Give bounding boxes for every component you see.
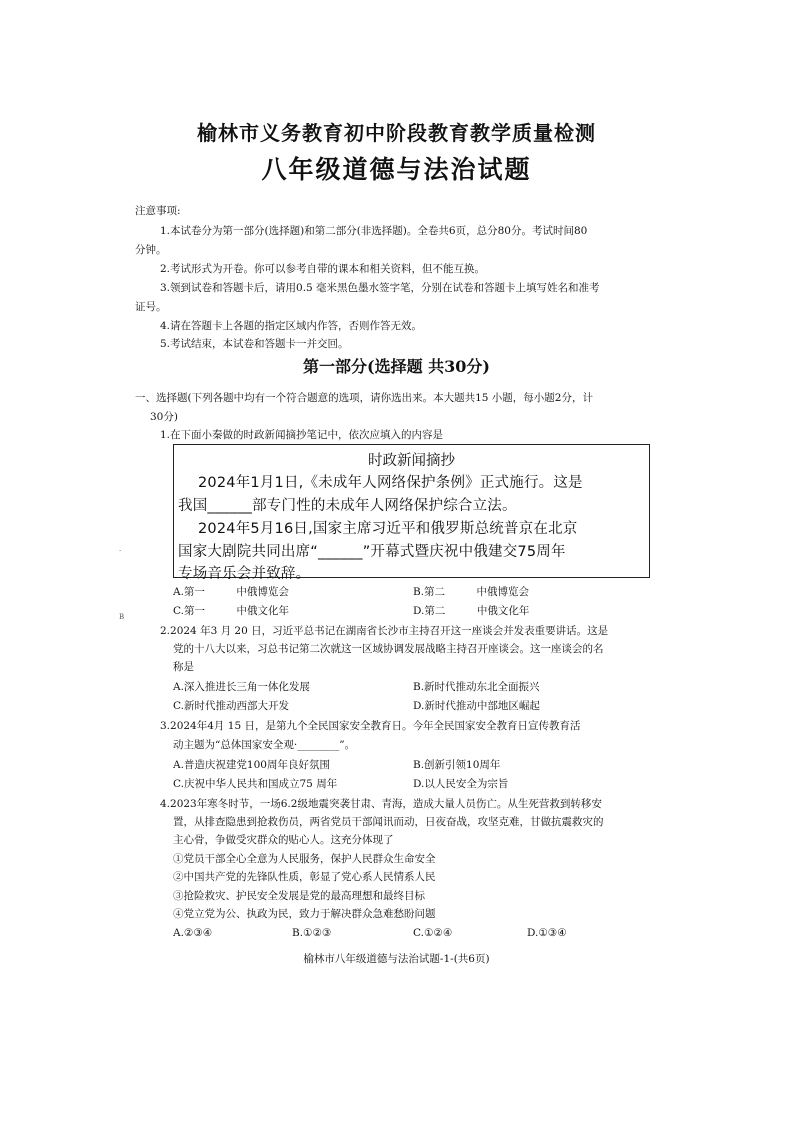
exam-title-line2: 八年级道德与法治试题: [261, 155, 532, 184]
news-excerpt-box: [173, 444, 650, 582]
section-instructions-cont: 30分): [150, 411, 178, 423]
question-4-statement-2: ②中国共产党的先锋队性质，彰显了党心系人民情系人民: [173, 871, 436, 883]
exam-title-line1: 榆林市义务教育初中阶段教育教学质量检测: [197, 121, 596, 145]
question-4-stem: 4.2023年寒冬时节，一场6.2级地震突袭甘肃、青海，造成大量人员伤亡。从生死营救到转移安: [160, 798, 602, 810]
notice-item-4: 4.请在答题卡上各题的指定区域内作答，否则作答无效。: [160, 320, 423, 332]
question-1-option-d: D.第二 中俄文化年: [413, 605, 530, 617]
question-3-option-c: C.庆祝中华人民共和国成立75 周年: [173, 778, 338, 790]
question-4-stem-cont: 置，从排查隐患到抢救伤员，两省党员干部闻讯而动，日夜奋战，攻坚克难，甘做抗震救灾的: [173, 816, 604, 828]
question-3-stem: 3.2024年4月 15 日，是第九个全民国家安全教育日。今年全民国家安全教育日宣传教育活: [160, 720, 581, 732]
question-2-option-b: B.新时代推动东北全面振兴: [413, 681, 540, 693]
news-excerpt-line: 专场音乐会并致辞。: [178, 566, 311, 582]
question-2-stem-cont: 党的十八大以来，习总书记第二次就这一区域协调发展战略主持召开座谈会。这一座谈会的名: [173, 643, 604, 655]
question-2-option-c: C.新时代推动西部大开发: [173, 700, 289, 712]
notice-title: 注意事项:: [135, 205, 181, 217]
question-2-option-d: D.新时代推动中部地区崛起: [413, 700, 540, 712]
question-3-option-b: B.创新引领10周年: [413, 759, 501, 771]
question-2-stem-cont: 称是: [173, 661, 194, 673]
part1-heading: 第一部分(选择题 共30分): [303, 357, 490, 376]
page-footer: 榆林市八年级道德与法治试题-1-(共6页): [303, 953, 490, 965]
section-instructions: 一、选择题(下列各题中均有一个符合题意的选项，请你选出来。本大题共15 小题，每小题2分，计: [135, 392, 593, 404]
question-4-option-c: C.①②④: [413, 927, 453, 939]
news-excerpt-line: 2024年1月1日,《未成年人网络保护条例》正式施行。这是: [198, 475, 583, 491]
question-4-statement-1: ①党员干部全心全意为人民服务，保护人民群众生命安全: [173, 853, 436, 865]
question-3-option-a: A.普造庆祝建党100周年良好氛围: [173, 759, 330, 771]
question-4-stem-cont: 主心骨，争做受灾群众的贴心人。这充分体现了: [173, 834, 394, 846]
question-2-stem: 2.2024 年3 月 20 日，习近平总书记在湖南省长沙市主持召开这一座谈会并发表重要讲话。这是: [160, 625, 609, 637]
margin-mark: B: [119, 613, 125, 621]
question-4-option-d: D.①③④: [527, 927, 567, 939]
notice-item-2: 2.考试形式为开卷。你可以参考自带的课本和相关资料，但不能互换。: [160, 263, 486, 275]
news-excerpt-line: 我国______部专门性的未成年人网络保护综合立法。: [178, 498, 517, 514]
question-4-statement-3: ③抢险救灾、护民安全发展是党的最高理想和最终目标: [173, 890, 425, 902]
question-4-option-a: A.②③④: [173, 927, 213, 939]
question-1-option-b: B.第二 中俄博览会: [413, 586, 530, 598]
question-3-option-d: D.以人民安全为宗旨: [413, 778, 509, 790]
notice-item-3: 3.领到试卷和答题卡后，请用0.5 毫米黑色墨水签字笔，分别在试卷和答题卡上填写姓名和准考: [160, 282, 600, 294]
question-3-stem-cont: 动主题为“总体国家安全观·________”。: [173, 739, 356, 751]
notice-item-3-cont: 证号。: [135, 301, 167, 313]
question-1-option-c: C.第一 中俄文化年: [173, 605, 289, 617]
question-1-option-a: A.第一 中俄博览会: [173, 586, 289, 598]
question-1-stem: 1.在下面小秦做的时政新闻摘抄笔记中，依次应填入的内容是: [160, 429, 444, 441]
margin-mark: .: [119, 545, 122, 553]
notice-item-5: 5.考试结束，本试卷和答题卡一并交回。: [160, 338, 349, 350]
news-excerpt-title: 时政新闻摘抄: [368, 453, 455, 469]
question-4-option-b: B.①②③: [292, 927, 332, 939]
news-excerpt-line: 2024年5月16日,国家主席习近平和俄罗斯总统普京在北京: [198, 521, 578, 537]
notice-item-1-cont: 分钟。: [135, 244, 167, 256]
question-2-option-a: A.深入推进长三角一体化发展: [173, 681, 310, 693]
question-4-statement-4: ④党立党为公、执政为民，致力于解决群众急难愁盼问题: [173, 908, 436, 920]
news-excerpt-line: 国家大剧院共同出席“______”开幕式暨庆祝中俄建交75周年: [178, 544, 566, 560]
notice-item-1: 1.本试卷分为第一部分(选择题)和第二部分(非选择题)。全卷共6页，总分80分。考试时间80: [160, 225, 588, 237]
